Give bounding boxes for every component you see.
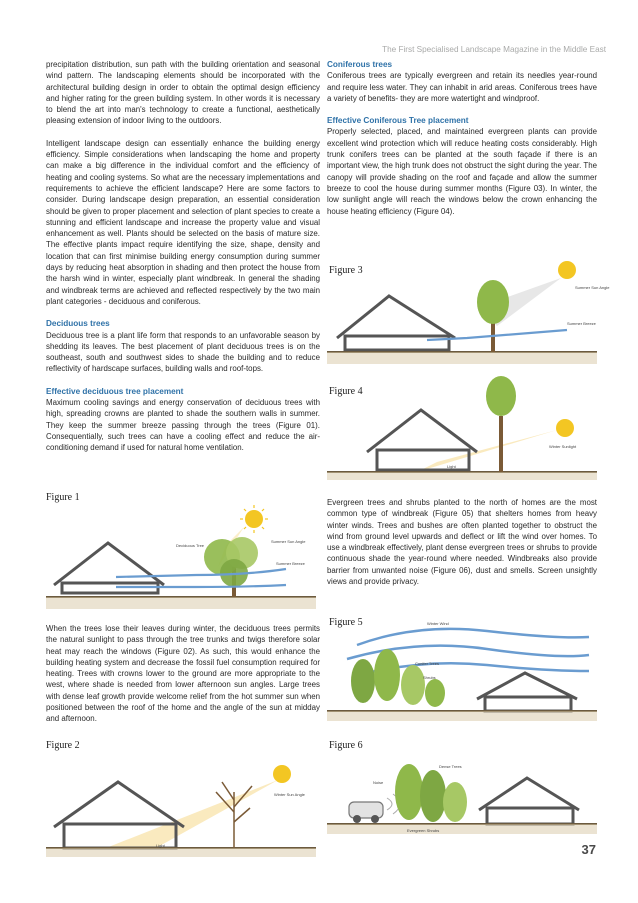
figure-6-illustration — [327, 752, 599, 838]
figure-4-illustration — [327, 372, 599, 482]
sun-icon — [556, 419, 574, 437]
figure-4-label: Figure 4 — [329, 386, 363, 397]
figure-2-illustration — [46, 752, 322, 857]
paragraph: Evergreen trees and shrubs planted to the north of homes are the most common type of windbreak (Figure 05) that shelters homes from heavy winter winds. Trees and bushes are often planted together to obstruct the wind from ground level upwards and deflect or lift the wind over homes. To use a windbreak effectively, plant dense evergreen trees or shrubs to provide continuous shade the year-round where needed. Windbreaks also provide barrier from unwanted noise (Figure 06), dust and smells. Screen unsightly views and provide privacy. — [327, 498, 597, 587]
dense-trees-icon — [395, 764, 467, 822]
annotation: Noise — [373, 780, 384, 785]
section-heading: Effective deciduous tree placement — [46, 386, 184, 396]
figure-3-label: Figure 3 — [329, 265, 363, 276]
bare-tree-icon — [216, 782, 252, 848]
paragraph: Intelligent landscape design can essentially enhance the building energy efficiency. Simple considerations when landscaping the home and property can make a big difference in the individual comfort and the efficiency of heating and cooling systems. So what are the necessary implementations and requirements to achieve the efficient landscape? Here are some factors to consider. During landscape design preparation, an essential consideration should be given to proper placement and selection of plant species to create a stunning and efficient landscape and increase the property value and visual enhancement as well. Plants should be selected on the basis of mature size. The effective plants impact require identifying the size, shape, density and location that can first minimise building energy consumption during summer days by reducing heat absorption in shading and then protect the house from the harsh wind in winter, especially plant windbreak. In general the shading and windbreak terms are achieved and reflected respectively by the two main plant categories - deciduous and coniferous. — [46, 138, 320, 306]
annotation: Shrubs — [423, 675, 436, 680]
left-column-top — [46, 59, 320, 465]
paragraph: Deciduous tree is a plant life form that responds to an unfavorable season by shedding its leaves. The best placement of plant deciduous trees is on the southeast, south and southwest sides to shade the building and to reduce reflectivity of hardscape surfaces, building walls and roof-tops. — [46, 330, 320, 374]
magazine-tagline: The First Specialised Landscape Magazine in the Middle East — [382, 45, 606, 54]
page-number: 37 — [581, 842, 596, 857]
left-column-middle — [46, 623, 320, 736]
section-heading: Coniferous trees — [327, 60, 393, 69]
annotation: Summer Sun Angle — [271, 539, 306, 544]
annotation: Dense Trees — [439, 764, 462, 769]
annotation: Summer Sun Angle — [575, 285, 610, 290]
annotation: Summer Breeze — [567, 321, 596, 326]
annotation: Winter Wind — [427, 621, 449, 626]
paragraph: Coniferous trees are typically evergreen and retain its needles year-round and require less water. They can inhabit in arid areas. Coniferous trees have a variety of benefits- they are more watertight and windproof. — [327, 71, 597, 103]
annotation: Evergreen Shrubs — [407, 828, 440, 833]
annotation: Winter Sunlight — [549, 444, 577, 449]
figure-6-label: Figure 6 — [329, 740, 363, 751]
annotation: Light — [156, 843, 165, 848]
paragraph: precipitation distribution, sun path with the building orientation and seasonal wind pattern. The landscaping elements should be incorporated with the architectural building design in order to obtain the optimal design efficiency and higher rating for the green building system. In other words it is necessary to blend the art into man's technology to create a functional, aesthetically pleasing extension of indoor living to the outdoors. — [46, 60, 320, 126]
sun-icon — [273, 765, 291, 783]
section-heading: Effective Coniferous Tree placement — [327, 116, 469, 126]
right-column-middle — [327, 497, 597, 598]
sun-icon — [240, 505, 268, 533]
figure-5-label: Figure 5 — [329, 617, 363, 628]
figure-1-label: Figure 1 — [46, 492, 80, 503]
conifer-tree-icon — [477, 280, 509, 352]
figure-5-illustration — [327, 615, 599, 723]
conifer-tree-icon — [486, 376, 516, 472]
sun-icon — [558, 261, 576, 279]
car-icon — [349, 802, 383, 823]
paragraph: Maximum cooling savings and energy conservation of deciduous trees with high, spreading crowns are planted to shade the southern walls in summer. They keep the summer breeze passing through the trees (Figure 01). Consequentially, such trees can have a cooling effect and reduce the air-conditioning demand if used for natural home ventilation. — [46, 398, 320, 453]
figure-3-illustration — [327, 256, 610, 368]
annotation: Winter Sun Angle — [274, 792, 305, 797]
annotation: Conifer Trees — [415, 661, 440, 666]
paragraph: When the trees lose their leaves during winter, the deciduous trees permits the natural sunlight to pass through the tree trunks and twigs therefore solar heat may reach the windows (Figure 02). As such, this would enhance the building heating system and decrease the fossil fuel consumption required for heating. Trees with crowns lower to the ground are more appropriate to the west, where shade is needed from lower afternoon sun angles. Large trees with dense leaf growth provide welcome relief from the hot summer sun when positioned between the roof of the home and the angle of the sun at midday and afternoon. — [46, 624, 320, 724]
paragraph: Properly selected, placed, and maintained evergreen plants can provide excellent wind protection which will reduce heating costs considerably. High trunk conifers trees can be planted at the south façade if there is an important view, the high trunk does not obstruct the sight during the year. The canopy will provide shading on the roof and façade and allow the summer breeze to cool the house during summer months (Figure 03). In winter, the low sunlight angle will reach the windows below the crown enhancing the house heating efficiency (Figure 04). — [327, 127, 597, 216]
annotation: Summer Breeze — [276, 561, 305, 566]
figure-2-label: Figure 2 — [46, 740, 80, 751]
section-heading: Deciduous trees — [46, 319, 110, 329]
annotation: Deciduous Tree — [176, 543, 205, 548]
figure-1-illustration — [46, 505, 322, 613]
annotation: Light — [447, 464, 456, 469]
right-column-top — [327, 59, 597, 228]
